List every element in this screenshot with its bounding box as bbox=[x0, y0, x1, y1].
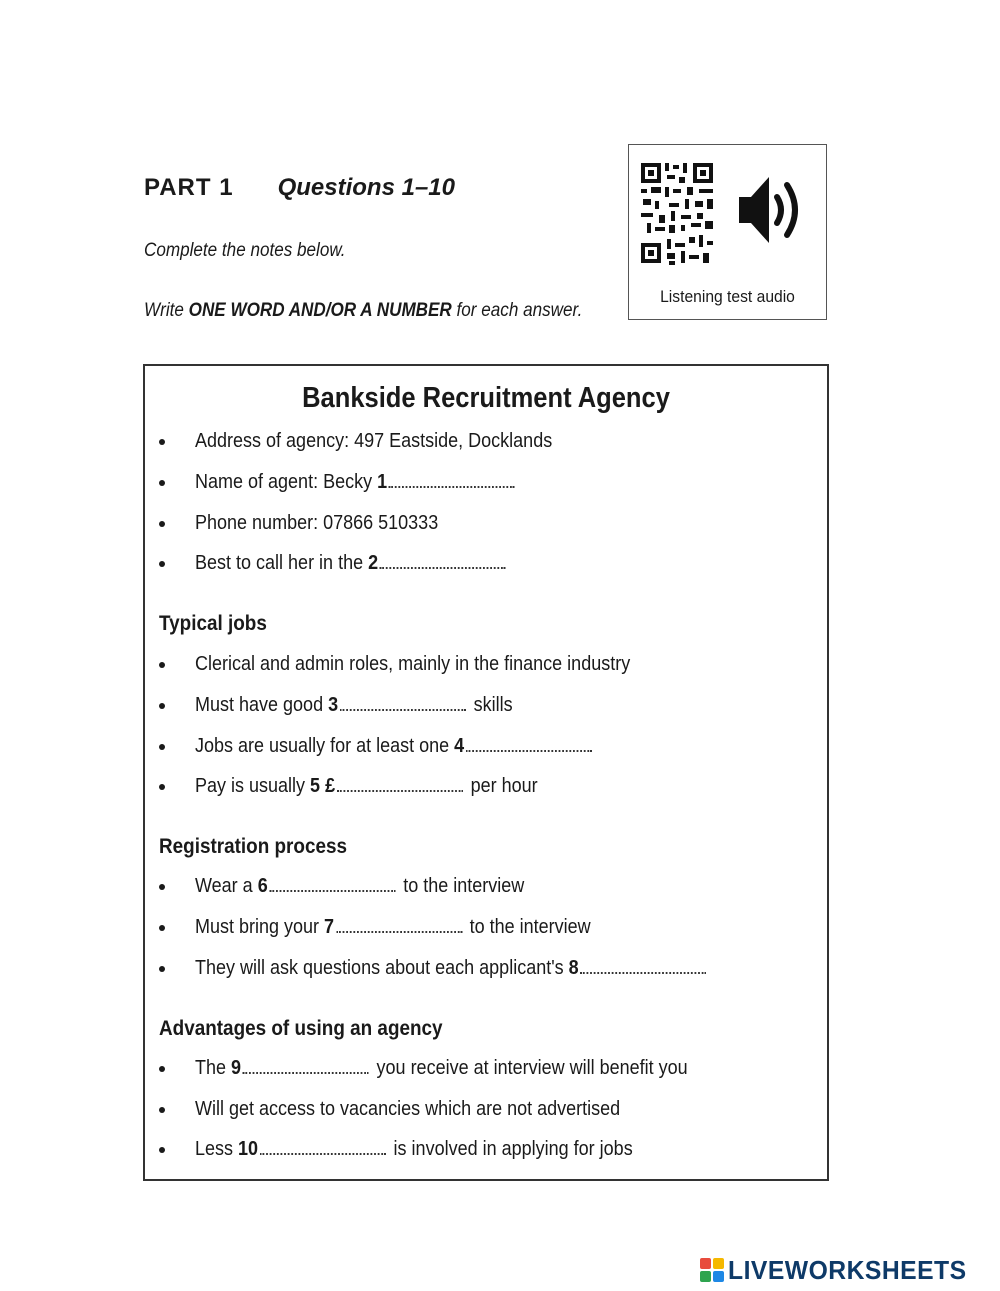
bullet bbox=[159, 925, 165, 931]
question-number: 5 bbox=[310, 775, 321, 797]
list-item: Clerical and admin roles, mainly in the finance industry bbox=[195, 653, 631, 675]
speaker-icon[interactable] bbox=[737, 167, 807, 253]
part-heading bbox=[144, 174, 455, 202]
list-item: Must have good 3 skills bbox=[195, 694, 513, 716]
instruction-complete-notes: Complete the notes below. bbox=[144, 240, 346, 261]
agent-name-line: Name of agent: Becky 1 bbox=[195, 471, 518, 494]
bullet bbox=[159, 884, 165, 890]
section-advantages: Advantages of using an agency bbox=[159, 1017, 443, 1040]
list-item: Less 10 is involved in applying for jobs bbox=[195, 1138, 633, 1160]
bullet bbox=[159, 561, 165, 567]
answer-gap-3[interactable] bbox=[340, 705, 466, 711]
bullet bbox=[159, 1066, 165, 1072]
bullet bbox=[159, 966, 165, 972]
list-item: Will get access to vacancies which are not advertised bbox=[195, 1098, 621, 1120]
phone-line: Phone number: 07866 510333 bbox=[195, 512, 439, 534]
list-item: They will ask questions about each applicant's 8 bbox=[195, 957, 709, 980]
list-item: Must bring your 7 to the interview bbox=[195, 916, 591, 938]
answer-gap-6[interactable] bbox=[270, 886, 396, 892]
notes-title: Bankside Recruitment Agency bbox=[302, 382, 670, 414]
section-typical-jobs: Typical jobs bbox=[159, 612, 267, 635]
question-number: 7 bbox=[324, 916, 335, 938]
question-number: 6 bbox=[257, 875, 268, 897]
notes-panel bbox=[143, 364, 829, 1181]
bullet bbox=[159, 439, 165, 445]
brand-name: LIVEWORKSHEETS bbox=[728, 1254, 967, 1285]
call-time-line: Best to call her in the 2 bbox=[195, 552, 509, 575]
currency-symbol: £ bbox=[320, 775, 336, 797]
section-registration-process: Registration process bbox=[159, 835, 348, 858]
answer-gap-2[interactable] bbox=[380, 563, 506, 569]
bullet bbox=[159, 521, 165, 527]
bullet bbox=[159, 703, 165, 709]
questions-range: Questions 1–10 bbox=[277, 174, 455, 201]
question-number: 8 bbox=[568, 957, 579, 979]
list-item: The 9 you receive at interview will benefit you bbox=[195, 1057, 688, 1079]
bullet bbox=[159, 1107, 165, 1113]
bullet bbox=[159, 480, 165, 486]
audio-label: Listening test audio bbox=[660, 287, 795, 306]
question-number: 10 bbox=[238, 1138, 259, 1160]
bullet bbox=[159, 744, 165, 750]
list-item: Pay is usually 5 £ per hour bbox=[195, 775, 538, 797]
list-item: Wear a 6 to the interview bbox=[195, 875, 525, 897]
question-number: 3 bbox=[328, 694, 339, 716]
liveworksheets-logo-icon bbox=[700, 1258, 724, 1282]
question-number: 1 bbox=[377, 471, 388, 493]
address-line: Address of agency: 497 Eastside, Docklands bbox=[195, 430, 553, 452]
answer-gap-1[interactable] bbox=[389, 482, 515, 488]
bullet bbox=[159, 1147, 165, 1153]
answer-gap-10[interactable] bbox=[260, 1149, 386, 1155]
answer-gap-7[interactable] bbox=[336, 927, 462, 933]
audio-panel[interactable] bbox=[628, 144, 827, 320]
answer-gap-5[interactable] bbox=[337, 786, 463, 792]
bullet bbox=[159, 784, 165, 790]
answer-gap-9[interactable] bbox=[243, 1068, 369, 1074]
question-number: 2 bbox=[368, 552, 379, 574]
liveworksheets-brand[interactable] bbox=[700, 1256, 979, 1284]
answer-gap-4[interactable] bbox=[466, 746, 592, 752]
bullet bbox=[159, 662, 165, 668]
list-item: Jobs are usually for at least one 4 bbox=[195, 735, 595, 758]
question-number: 4 bbox=[454, 735, 465, 757]
answer-gap-8[interactable] bbox=[580, 968, 706, 974]
part-label: PART 1 bbox=[144, 174, 234, 201]
instruction-answer-format: Write ONE WORD AND/OR A NUMBER for each answer. bbox=[144, 300, 583, 321]
question-number: 9 bbox=[231, 1057, 242, 1079]
qr-code-icon bbox=[639, 159, 715, 267]
